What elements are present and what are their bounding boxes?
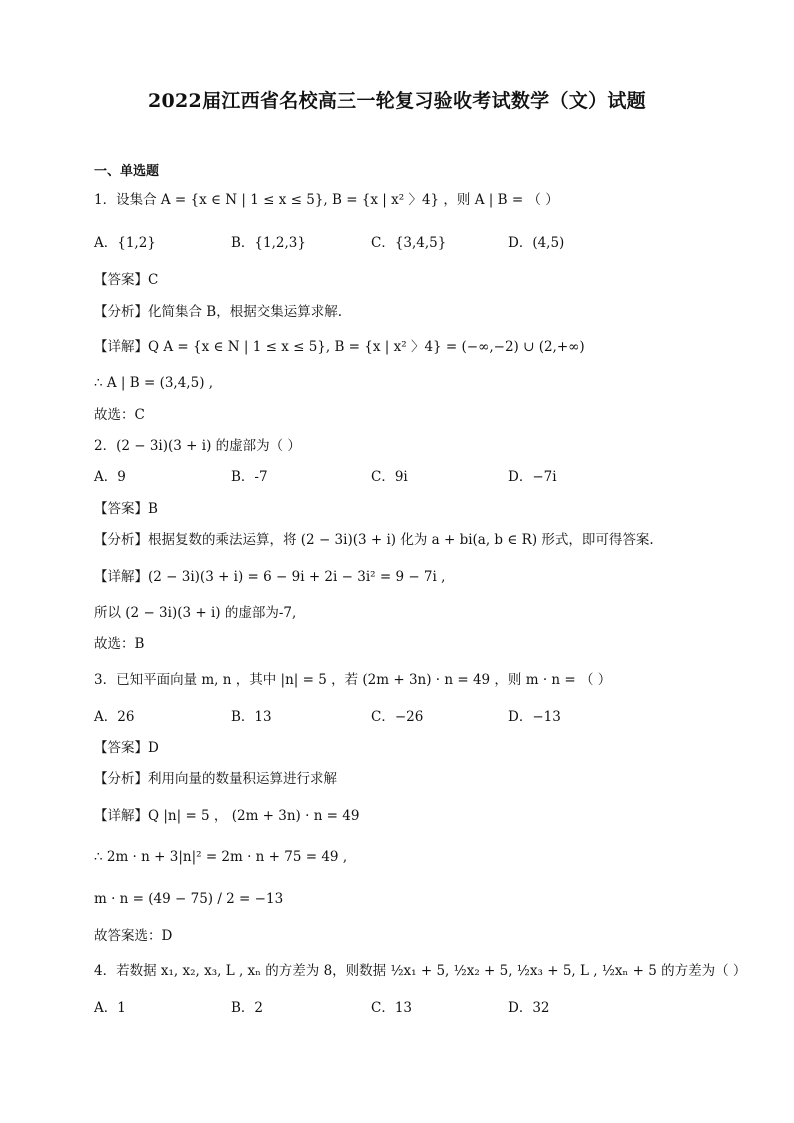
section-heading: 一、单选题 bbox=[94, 164, 160, 179]
document-title: 2022届江西省名校高三一轮复习验收考试数学（文）试题 bbox=[148, 90, 646, 112]
q4-option-c: C．13 bbox=[371, 1000, 413, 1016]
q1-option-c: C．{3,4,5} bbox=[371, 235, 447, 251]
q3-option-a: A．26 bbox=[94, 709, 135, 725]
q1-answer: 【答案】C bbox=[94, 272, 159, 288]
q1-option-b: B．{1,2,3} bbox=[231, 235, 306, 251]
q2-choose: 故选：B bbox=[94, 636, 145, 652]
q2-analysis: 【分析】根据复数的乘法运算，将 (2 − 3i)(3 + i) 化为 a + bi(a, b ∈ R) 形式，即可得答案. bbox=[94, 532, 654, 548]
q1-option-a: A．{1,2} bbox=[94, 235, 156, 251]
q4-option-a: A．1 bbox=[94, 1000, 126, 1016]
q2-option-b: B．-7 bbox=[231, 469, 268, 485]
q2-answer: 【答案】B bbox=[94, 501, 158, 517]
q2-option-a: A．9 bbox=[94, 469, 126, 485]
q2-option-c: C．9i bbox=[371, 469, 408, 485]
q1-analysis: 【分析】化简集合 B，根据交集运算求解. bbox=[94, 304, 343, 320]
question-2-stem: 2．(2 − 3i)(3 + i) 的虚部为（ ） bbox=[94, 438, 301, 454]
q4-option-b: B．2 bbox=[231, 1000, 264, 1016]
q2-detail-2: 所以 (2 − 3i)(3 + i) 的虚部为-7, bbox=[94, 605, 297, 621]
question-1-stem: 1．设集合 A = {x ∈ N | 1 ≤ x ≤ 5}, B = {x | x² 〉4} ，则 A | B = （ ） bbox=[94, 192, 559, 208]
q3-option-b: B．13 bbox=[231, 709, 272, 725]
q3-analysis: 【分析】利用向量的数量积运算进行求解 bbox=[94, 771, 337, 787]
q3-option-d: D．−13 bbox=[508, 709, 561, 725]
q2-option-d: D．−7i bbox=[508, 469, 557, 485]
question-3-stem: 3．已知平面向量 m, n ，其中 |n| = 5 ，若 (2m + 3n) · n = 49 ，则 m · n = （ ） bbox=[94, 672, 612, 688]
q3-detail-3: m · n = (49 − 75) / 2 = −13 bbox=[94, 891, 284, 907]
q1-detail-1: 【详解】Q A = {x ∈ N | 1 ≤ x ≤ 5}, B = {x | x² 〉4} = (−∞,−2) ∪ (2,+∞) bbox=[94, 339, 585, 355]
q4-option-d: D．32 bbox=[508, 1000, 550, 1016]
q1-choose: 故选：C bbox=[94, 407, 145, 423]
q3-choose: 故答案选：D bbox=[94, 928, 173, 944]
q1-detail-2: ∴ A | B = (3,4,5) , bbox=[94, 375, 214, 391]
q3-detail-2: ∴ 2m · n + 3|n|² = 2m · n + 75 = 49 , bbox=[94, 849, 348, 865]
q1-option-d: D．(4,5) bbox=[508, 235, 565, 251]
q3-detail-1: 【详解】Q |n| = 5 ， (2m + 3n) · n = 49 bbox=[94, 808, 360, 824]
q3-answer: 【答案】D bbox=[94, 740, 159, 756]
question-4-stem: 4．若数据 x₁, x₂, x₃, L , xₙ 的方差为 8，则数据 ½x₁ + 5, ½x₂ + 5, ½x₃ + 5, L , ½xₙ + 5 的方差为（ ） bbox=[94, 963, 747, 979]
q3-option-c: C．−26 bbox=[371, 709, 424, 725]
q2-detail-1: 【详解】(2 − 3i)(3 + i) = 6 − 9i + 2i − 3i² = 9 − 7i , bbox=[94, 569, 446, 585]
